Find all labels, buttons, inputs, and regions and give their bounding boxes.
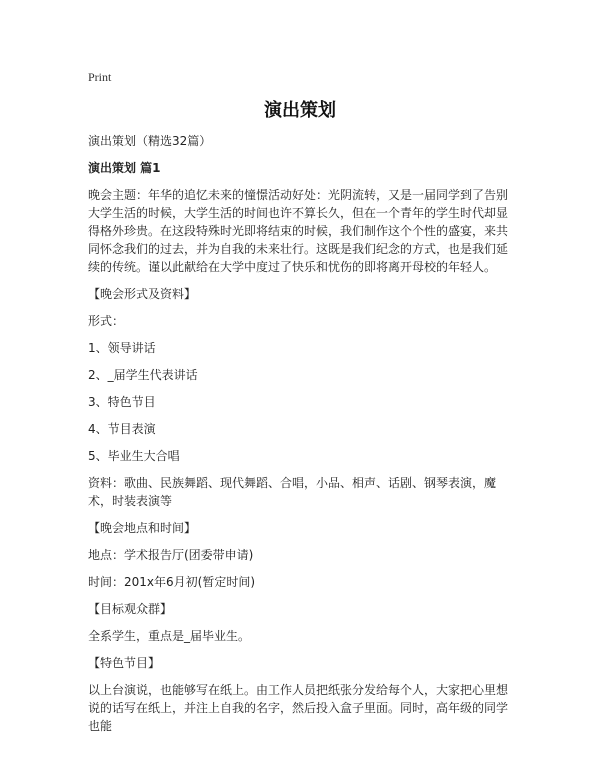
paragraph: 4、节目表演 bbox=[88, 422, 156, 436]
paragraph: 资料：歌曲、民族舞蹈、现代舞蹈、合唱，小品、相声、话剧、钢琴表演，魔术，时装表演等 bbox=[88, 476, 497, 508]
paragraph: 1、领导讲话 bbox=[88, 341, 156, 355]
paragraph: 地点：学术报告厅(团委带申请) bbox=[88, 548, 254, 562]
paragraph: 【特色节目】 bbox=[88, 656, 161, 670]
document-body bbox=[88, 132, 516, 744]
paragraph: 【晚会地点和时间】 bbox=[88, 521, 197, 535]
section-heading: 演出策划 篇1 bbox=[88, 161, 161, 175]
paragraph: 【目标观众群】 bbox=[88, 602, 173, 616]
paragraph: 晚会主题：年华的追忆未来的憧憬活动好处：光阴流转，又是一届同学到了告别大学生活的时候，大学生活的时间也许不算长久，但在一个青年的学生时代却显得格外珍贵。在这段特殊时光即将结束的时候，我们制作这个个性的盛宴，来共同怀念我们的过去，并为自我的未来壮行。这既是我们纪念的方式，也是我们延续的传统。谨以此献给在大学中度过了快乐和忧伤的即将离开母校的年轻人。 bbox=[88, 188, 509, 274]
page-title: 演出策划 bbox=[264, 100, 336, 121]
paragraph: 形式： bbox=[88, 314, 125, 328]
paragraph: 全系学生，重点是_届毕业生。 bbox=[88, 629, 251, 643]
paragraph: 以上台演说，也能够写在纸上。由工作人员把纸张分发给每个人，大家把心里想说的话写在纸上，并注上自我的名字，然后投入盒子里面。同时，高年级的同学也能 bbox=[88, 683, 509, 733]
subtitle: 演出策划（精选32篇） bbox=[88, 134, 212, 148]
paragraph: 2、_届学生代表讲话 bbox=[88, 368, 198, 382]
paragraph: 时间：201x年6月初(暂定时间) bbox=[88, 575, 256, 589]
paragraph: 5、毕业生大合唱 bbox=[88, 449, 180, 463]
paragraph: 【晚会形式及资料】 bbox=[88, 287, 197, 301]
print-link[interactable]: Print bbox=[88, 70, 112, 84]
paragraph: 3、特色节目 bbox=[88, 395, 156, 409]
